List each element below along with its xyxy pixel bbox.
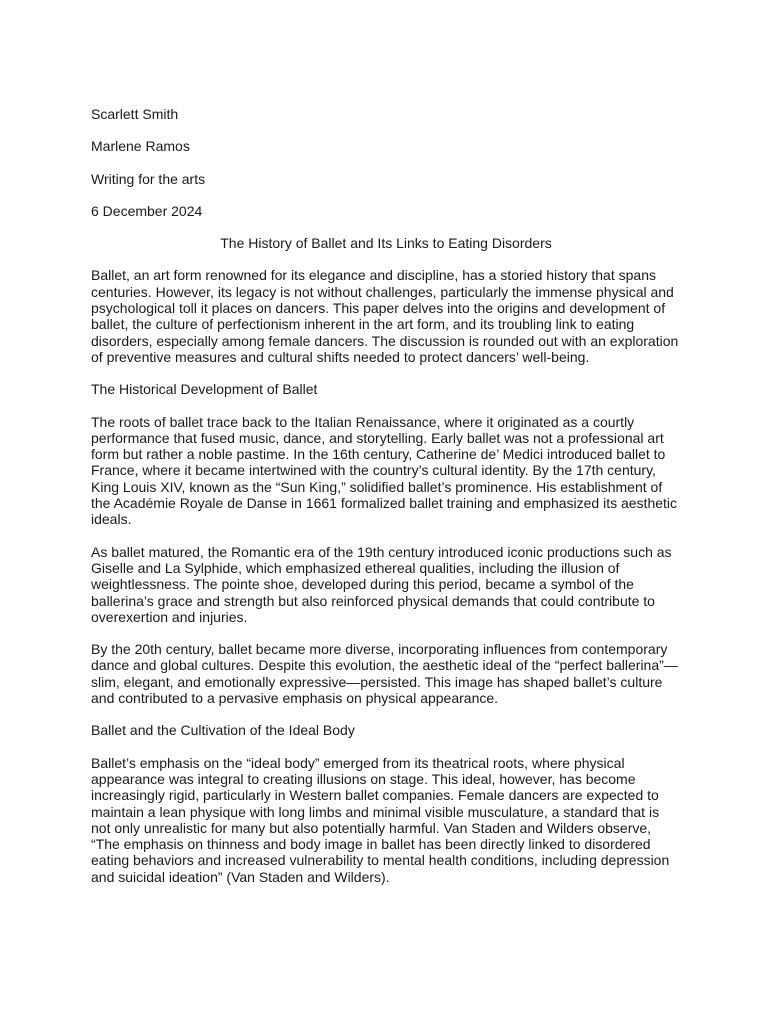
author-name: Scarlett Smith bbox=[91, 106, 179, 122]
intro-paragraph: Ballet, an art form renowned for its elegance and discipline, has a storied history that spans centuries. However, its legacy is not without challenges, particularly the immense physical and psychological toll it places on dancers. This paper delves into the origins and development of ballet, the culture of perfectionism inherent in the art form, and its troubling link to eating disorders, especially among female dancers. The discussion is rounded out with an exploration of preventive measures and cultural shifts needed to protect dancers’ well-being. bbox=[91, 267, 679, 365]
instructor-name: Marlene Ramos bbox=[91, 138, 190, 155]
document-date: 6 December 2024 bbox=[91, 202, 203, 219]
document-page bbox=[91, 106, 681, 901]
section-heading-historical-development: The Historical Development of Ballet bbox=[91, 381, 318, 398]
body-paragraph: As ballet matured, the Romantic era of the 19th century introduced iconic productions such as Giselle and La Sylphide, which emphasized ethereal qualities, including the illusion of weightlessness. The pointe shoe, developed during this period, became a symbol of the ballerina’s grace and strength but also reinforced physical demands that could contribute to overexertion and injuries. bbox=[91, 543, 672, 625]
body-paragraph: By the 20th century, ballet became more diverse, incorporating influences from contemporary dance and global cultures. Despite this evolution, the aesthetic ideal of the “perfect ballerina”—slim, elegant, and emotionally expressive—persisted. This image has shaped ballet’s culture and contributed to a pervasive emphasis on physical appearance. bbox=[91, 641, 678, 707]
body-paragraph: The roots of ballet trace back to the Italian Renaissance, where it originated as a courtly performance that fused music, dance, and storytelling. Early ballet was not a professional art form but rather a noble pastime. In the 16th century, Catherine de’ Medici introduced ballet to France, where it became intertwined with the country’s cultural identity. By the 17th century, King Louis XIV, known as the “Sun King,” solidified ballet’s prominence. His establishment of the Académie Royale de Danse in 1661 formalized ballet training and emphasized its aesthetic ideals. bbox=[91, 413, 678, 528]
body-paragraph: Ballet’s emphasis on the “ideal body” emerged from its theatrical roots, where physical appearance was integral to creating illusions on stage. This ideal, however, has become increasingly rigid, particularly in Western ballet companies. Female dancers are expected to maintain a lean physique with long limbs and minimal visible musculature, a standard that is not only unrealistic for many but also potentially harmful. Van Staden and Wilders observe, “The emphasis on thinness and body image in ballet has been directly linked to disordered eating behaviors and increased vulnerability to mental health conditions, including depression and suicidal ideation” (Van Staden and Wilders). bbox=[91, 754, 670, 885]
section-heading-ideal-body: Ballet and the Cultivation of the Ideal Body bbox=[91, 722, 355, 739]
course-name: Writing for the arts bbox=[91, 170, 206, 187]
paper-title: The History of Ballet and Its Links to Eating Disorders bbox=[220, 235, 552, 252]
